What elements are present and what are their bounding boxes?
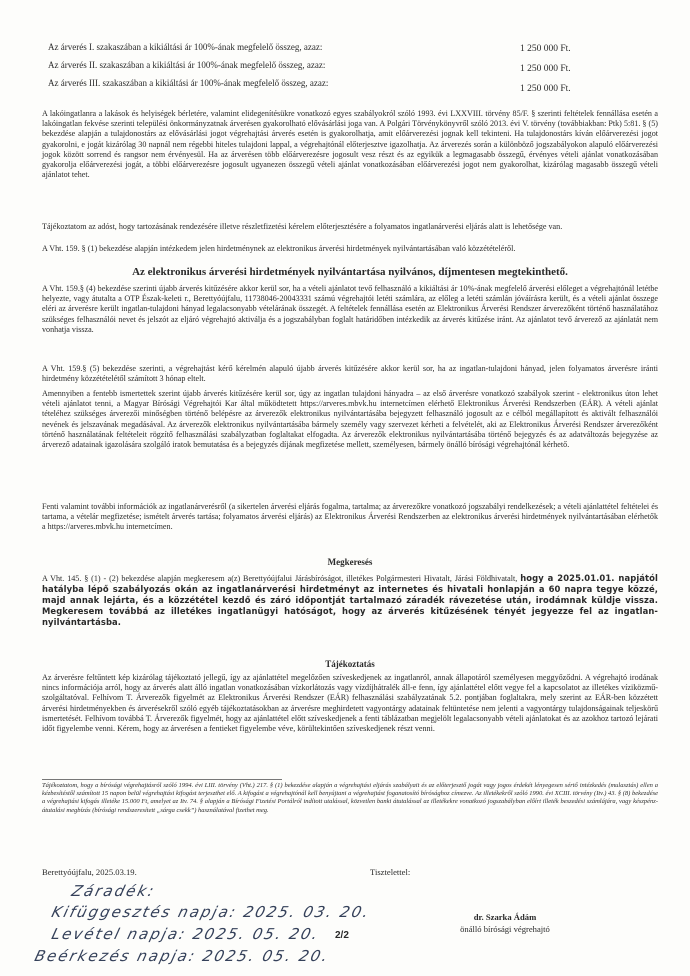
request-paragraph (42, 573, 658, 628)
debtor-notice: Tájékoztatom az adóst, hogy tartozásának rendezésére illetve részletfizetési kérelem előterjesztésére a folyamatos ingatlanárverési eljárás alatt is lehetősége van. (42, 222, 563, 231)
publication-paragraph: A Vht. 159. § (1) bekezdése alapján intézkedem jelen hirdetménynek az elektronikus árverési hirdetmények nyilvántartásában való közzétételéről. (42, 244, 516, 253)
legal-footnote: Tájékoztatom, hogy a bírósági végrehajtásról szóló 1994. évi LIII. törvény (Vht.) 217. § (1) bekezdése alapján a végrehajtási eljárás szabályait és az előterjesztő jogát vagy jogos érdekét lényegesen sértő intézkedés (mulasztás) ellen a kézbesítéstől számított 15 napon belül végrehajtási kifogást terjeszthet elő. A kifogást a végrehajtónál kell benyújtani a végrehajtást foganatosító bírósághoz címezve. Az illetékekről szóló 1990. évi XCIII. törvény (Itv.) 43. § (8) bekezdése a végrehajtási kifogás illetéke 15.000 Ft, amelyet az Itv. 74. § alapján a Bírósági Fizetési Portálról indított utalással, közvetlen banki átutalással az illetékekre vonatkozó jogszabályban előírt illeték beszedési számlájára, vagy készpénz-átutalási megbízás (bírósági rendszeresített „sárga csekk”) használatával fizethet meg. (42, 782, 658, 814)
signature-greeting: Tisztelettel: (370, 867, 411, 877)
handwritten-removal-date: Levétel napja: 2025. 05. 20. (49, 925, 322, 943)
footnote-divider (42, 779, 282, 780)
page-number: 2/2 (335, 930, 349, 941)
amount-label-2: Az árverés II. szakaszában a kikiáltási ár 100%-ának megfelelő összeg, azaz: (48, 60, 326, 70)
registry-heading: Az elektronikus árverési hirdetmények nyilvántartása nyilvános, díjmentesen megtekinthető. (132, 266, 568, 278)
handwritten-clause: Záradék: (69, 882, 158, 900)
signatory-title: önálló bírósági végrehajtó (460, 924, 550, 934)
signatory-name: dr. Szarka Ádám (473, 912, 537, 922)
electronic-bid-paragraph: Amennyiben a fentebb ismertettek szerint újabb árverés kitűzésére kerül sor, úgy az ingatlan tulajdoni hányadra – az első árverésre vonatkozó szabályok szerint - elektronikus úton lehet vételi ajánlatot tenni, a Magyar Bírósági Végrehajtói Kar által működtetett https://arveres.mbvk.hu internetcímen elérhető Elektronikus Árverési Rendszerben (EÁR). A vételi ajánlat tételéhez szükséges árverezői minőségben történő belépésre az árverezők elektronikus nyilvántartásába bejegyzett felhasználó jogosult az e célból megállapított és aktivált felhasználói nevének és jelszavának megadásával. Az árverezők elektronikus nyilvántartásába bármely személy vagy szervezet kérheti a felvételét, aki az Elektronikus Árverési Rendszer árverezőként történő használatának feltételeit rögzítő felhasználási szabályzatban foglaltakat elfogadta. Az árverezők elektronikus nyilvántartásába történő bejegyzés és az adatváltozás bejegyzése az árverező adatainak igazolására szolgáló iratok bemutatása és a bejegyzés díjának megfizetése mellett, személyesen, bármely önálló bírósági végrehajtónál kérhető. (42, 389, 658, 450)
handwritten-receipt-date: Beérkezés napja: 2025. 05. 20. (32, 947, 332, 965)
place-date: Berettyóújfalu, 2025.03.19. (42, 867, 137, 877)
amount-value-3: 1 250 000 Ft. (520, 84, 571, 94)
request-heading: Megkeresés (327, 557, 373, 567)
amount-value-1: 1 250 000 Ft. (520, 44, 571, 54)
amount-label-1: Az árverés I. szakaszában a kikiáltási ár 100%-ának megfelelő összeg, azaz: (48, 42, 323, 52)
request-text: A Vht. 145. § (1) - (2) bekezdése alapján megkeresem a(z) Berettyóújfalui Járásbíróságot, illetékes Polgármesteri Hivatalt, Járási Földhivatalt, (42, 574, 518, 583)
more-info-paragraph: Fenti valamint további információk az ingatlanárverésről (a sikertelen árverési eljárás fogalma, tartalma; az árverezőkre vonatkozó jogszabályi rendelkezések; a vételi ajánlattétel feltételei és tartama, a vételár megfizetése; ismételt árverés tartása; folyamatos árverési eljárás) az Elektronikus Árverési Rendszerben az elektronikus árverési hirdetmények nyilvántartásában elérhetők a https://arveres.mbvk.hu internetcímen. (42, 502, 658, 532)
info-paragraph: Az árverésre feltűntett kép kizárólag tájékoztató jellegű, így az ajánlattétel megelőzően szíveskedjenek az ingatlanról, annak állapotáról személyesen meggyőződni. A végrehajtó irodának nincs információja arról, hogy az árverés alatt álló ingatlan vonatkozásában vízkorlátozás vagy vízdíjhátralék áll-e fenn, így ajánlattétel előtt vegye fel a kapcsolatot az illetékes víziközmű-szolgáltatóval. Felhívom T. Árverezők figyelmét az Elektronikus Árverési Rendszer (EÁR) felhasználási szabályzatának 5.2. pontjában foglaltakra, mely szerint az EÁR-ben közzétett árverési hirdetményekben és árverésekről szóló egyéb tájékoztatásokban az árverésre meghirdetett vagyontárgy adatainak feltüntetése nem jelenti a vagyontárgy tulajdonságainak teljeskörű ismertetését. Felhívom továbbá T. Árverezők figyelmét, hogy az ajánlattétel előtt szíveskedjenek a fenti táblázatban megjelölt legalacsonyabb vételi ajánlatokat és az azokhoz tartozó lejárati időt figyelembe venni. Kérem, hogy az árverésen a fentieket figyelembe véve, körültekintően szíveskedjenek részt venni. (42, 673, 658, 734)
request-bold-text: hogy a 2025.01.01. napjától hatályba lépő szabályozás okán az ingatlanárverési hirdetményt az internetes és hivatali honlapján a 60 napra tegye közzé, majd annak lejárta, és a közzététel kezdő és záró időpontját tartalmazó záradék rávezetése után, irodámnak küldje vissza. Megkeresem továbbá az illetékes ingatlanügyi hatóságot, hogy az árverés kitűzésének tényét jegyezze fel az ingatlan-nyilvántartásba. (42, 573, 658, 627)
info-heading: Tájékoztatás (325, 659, 375, 669)
amount-value-2: 1 250 000 Ft. (520, 64, 571, 74)
amount-label-3: Az árverés III. szakaszában a kikiáltási ár 100%-ának megfelelő összeg, azaz: (48, 78, 329, 88)
new-auction-paragraph: A Vht. 159.§ (4) bekezdése szerinti újabb árverés kitűzésére akkor kerül sor, ha a vételi ajánlatot tevő felhasználó a kikiáltási ár 10%-ának megfelelő árverési előleget a végrehajtónál letétbe helyezte, vagy átutalta a OTP Észak-keleti r., Berettyóújfalu, 11738046-20043331 számú végrehajtói letéti számlára, az előleg a letéti számlán jóváírásra került, és a vételi ajánlat összege eléri az árverésre került ingatlan-tulajdoni hányad legalacsonyabb vételárának összegét. A feltételek fennállása esetén az Elektronikus Árverési Rendszer árverezőként történő használatához szükséges felhasználói nevet és jelszót az eljáró végrehajtó aktiválja és a jogszabályban foglalt határidőben intézkedik az árverés kitűzése iránt. Az ajánlatot tevő árverező az ajánlatát nem vonhatja vissza. (42, 284, 658, 334)
handwritten-posting-date: Kifüggesztés napja: 2025. 03. 20. (49, 903, 373, 921)
rescheduling-paragraph: A Vht. 159.§ (5) bekezdése szerinti, a végrehajtást kérő kérelmén alapuló újabb árverés kitűzésére akkor kerül sor, ha az ingatlan-tulajdoni hányad, jelen folyamatos árverésre iránti hirdetmény közzétételétől számított 3 hónap eltelt. (42, 364, 658, 384)
preemption-paragraph: A lakóingatlanra a lakások és helyiségek bérletére, valamint elidegenítésükre vonatkozó egyes szabályokról szóló 1993. évi LXXVIII. törvény 85/F. § szerinti feltételek fennállása esetén a lakóingatlan fekvése szerinti települési önkormányzatnak árverésen gyakorolható elővásárlási joga van. A Polgári Törvénykönyvről szóló 2013. évi V. törvény (továbbiakban: Ptk) 5:81. § (5) bekezdése alapján a tulajdonostárs az elővásárlási jogot végrehajtási árverés esetén is gyakorolhatja, amit előárverezési jognak kell tekinteni. Ha tulajdonostárs kíván előárverezési jogot gyakorolni, e jogát kizárólag 30 napnál nem régebbi hiteles tulajdoni lappal, a végrehajtónál előterjesztve igazolhatja. Az árverezés során a különböző jogszabályokon alapuló előárverezési jogok között sorrend és rangsor nem érvényesül. Ha az árverésen több előárverezésre jogosult vesz részt és az egyikük a legmagasabb összegű, érvényes vételi ajánlat vonatkozásában gyakorolja előárverezési jogát, a többi előárverezésre jogosult ugyanezen összegű vételi ajánlat vonatkozásában előárverezési jogot nem gyakorolhat, kizárólag magasabb összegű vételi ajánlatot tehet. (42, 109, 658, 180)
